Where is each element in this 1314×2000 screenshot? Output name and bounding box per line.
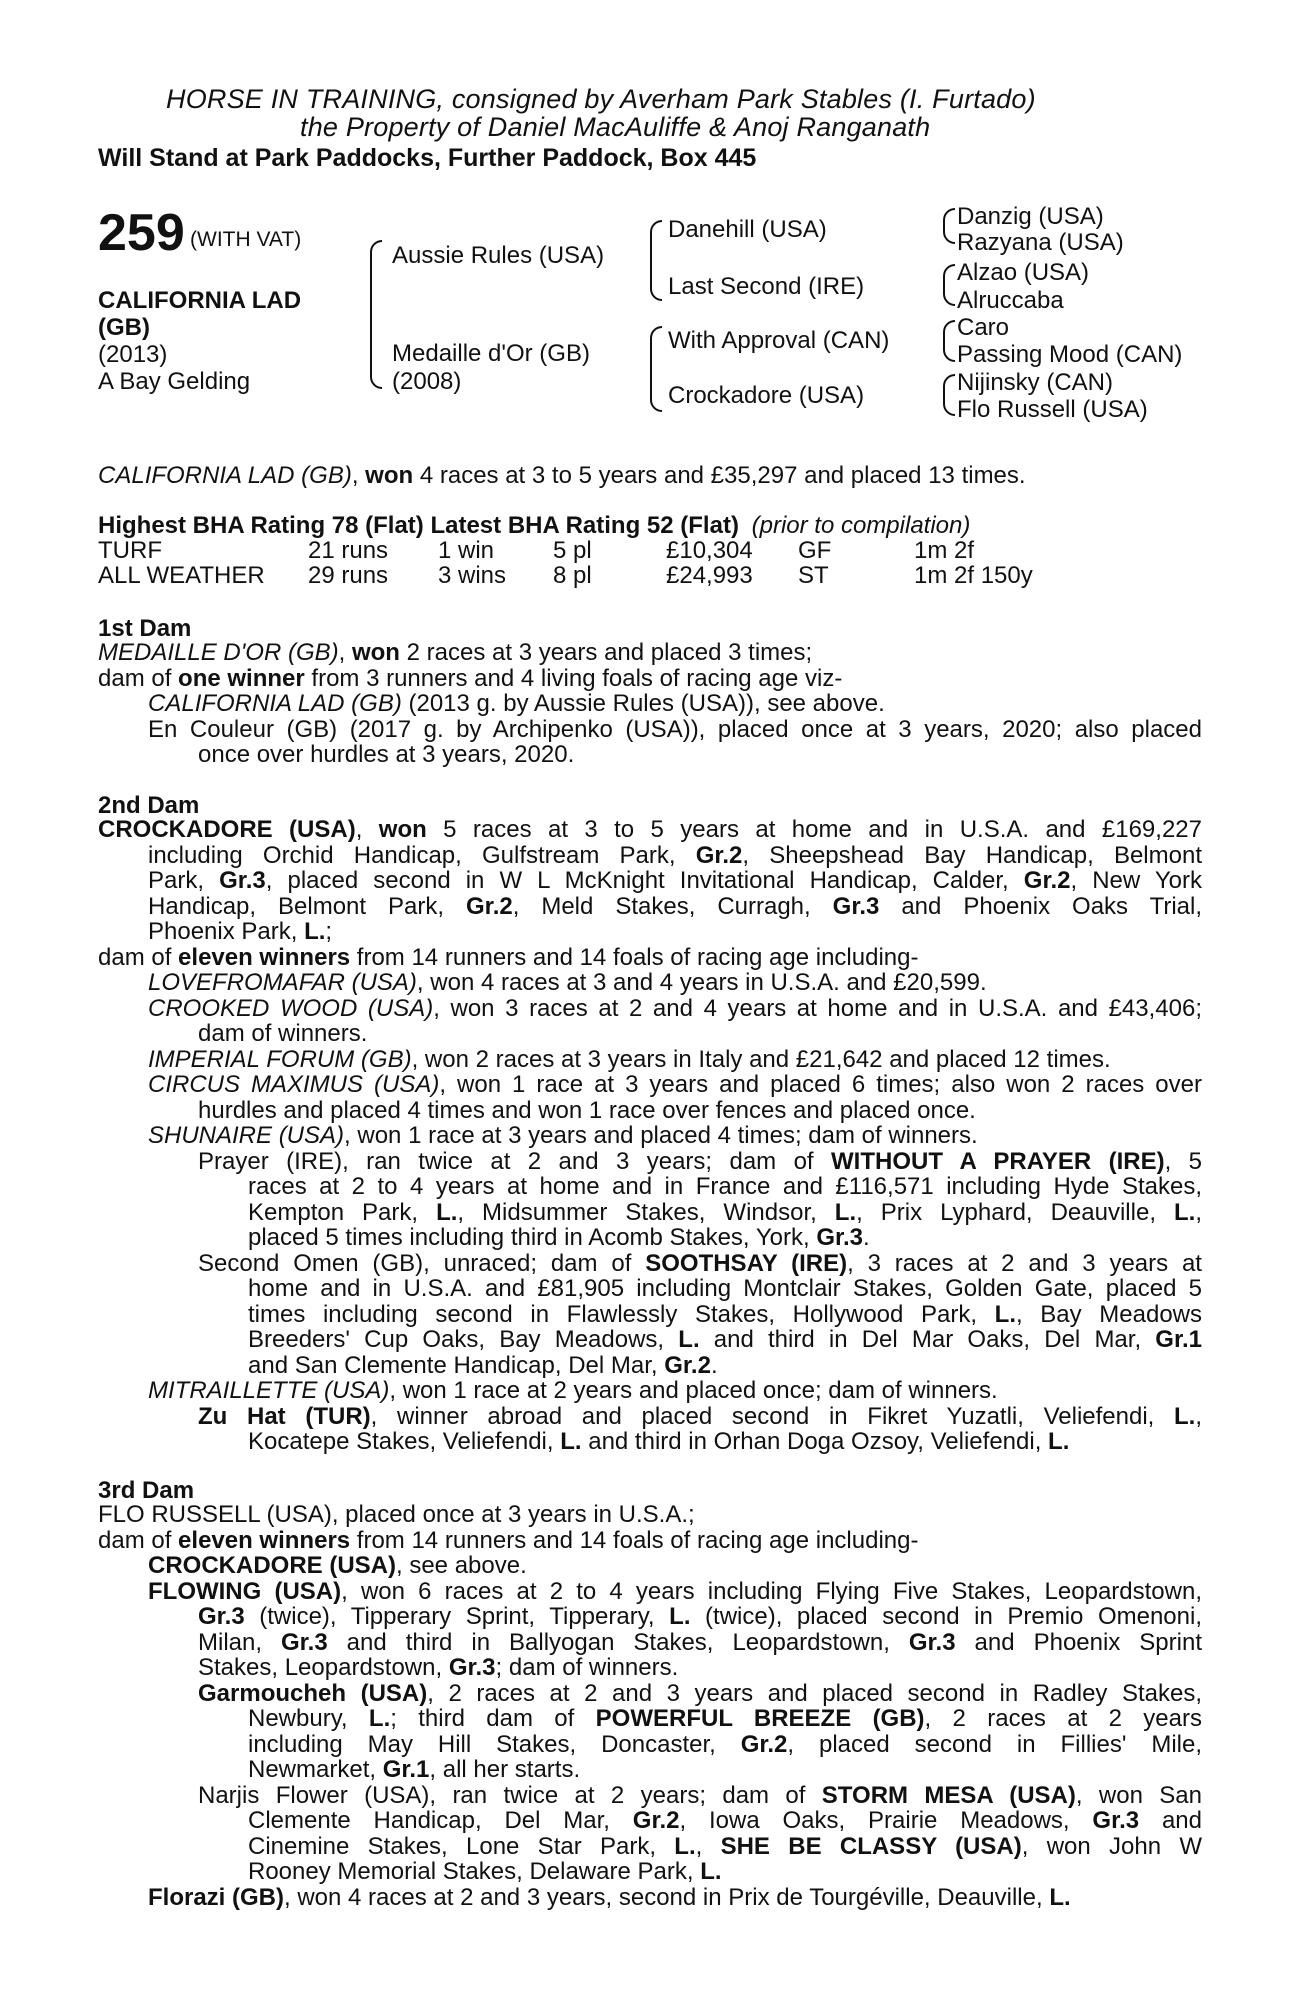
text-line: placed 5 times including third in Acomb Stakes, York, Gr.3. [248, 1224, 870, 1251]
text-line: dam of eleven winners from 14 runners and 14 foals of racing age including- [98, 1526, 919, 1554]
pedigree-g4: Alruccaba [957, 287, 1064, 314]
lot-number: 259 [98, 204, 185, 262]
text-line: Garmoucheh (USA), 2 races at 2 and 3 years and placed second in Radley Stakes, [198, 1679, 1202, 1707]
summary-won: won [365, 462, 414, 489]
text-line: including May Hill Stakes, Doncaster, Gr.2, placed second in Fillies' Mile, [248, 1730, 1202, 1758]
distance: 1m 2f [914, 537, 975, 564]
g-bracket-3 [943, 320, 955, 362]
g-bracket-1 [943, 208, 955, 244]
sire-bracket [650, 220, 662, 301]
horse-year: (2013) [98, 341, 168, 368]
text-line: Kocatepe Stakes, Veliefendi, L. and third in Orhan Doga Ozsoy, Veliefendi, L. [248, 1428, 1070, 1455]
header-consignor: HORSE IN TRAINING, consigned by Averham Park Stables (I. Furtado) [166, 84, 1036, 114]
text-line: En Couleur (GB) (2017 g. by Archipenko (USA)), placed once at 3 years, 2020; also placed [148, 715, 1202, 743]
first-dam-text [98, 640, 1202, 768]
text-line: Gr.3 (twice), Tipperary Sprint, Tipperary, L. (twice), placed second in Premio Omenoni, [198, 1603, 1203, 1630]
text-line: CROCKADORE (USA), won 5 races at 3 to 5 years at home and in U.S.A. and £169,227 [98, 816, 1202, 843]
placed: 5 pl [553, 537, 592, 564]
text-line: times including second in Flawlessly Stakes, Hollywood Park, L., Bay Meadows [248, 1300, 1203, 1328]
text-line: CROOKED WOOD (USA), won 3 races at 2 and 4 years at home and in U.S.A. and £43,406; [148, 994, 1203, 1022]
text-line: CROCKADORE (USA), see above. [148, 1552, 527, 1579]
ratings-row-all-weather [98, 562, 1098, 588]
header-owners: the Property of Daniel MacAuliffe & Anoj Ranganath [300, 112, 931, 142]
text-line: hurdles and placed 4 times and won 1 race over fences and placed once. [198, 1096, 976, 1124]
going: GF [798, 537, 832, 564]
text-line: dam of eleven winners from 14 runners and 14 foals of racing age including- [98, 943, 919, 971]
ratings-headline: Highest BHA Rating 78 (Flat) Latest BHA Rating 52 (Flat) [98, 512, 739, 539]
text-line: Newmarket, Gr.1, all her starts. [248, 1756, 581, 1783]
pedigree-dam-sire: With Approval (CAN) [668, 327, 890, 354]
text-line: Breeders' Cup Oaks, Bay Meadows, L. and third in Del Mar Oaks, Del Mar, Gr.1 [248, 1326, 1202, 1353]
prize: £24,993 [666, 562, 753, 589]
text-line: SHUNAIRE (USA), won 1 race at 3 years and placed 4 times; dam of winners. [148, 1122, 978, 1149]
text-line: Florazi (GB), won 4 races at 2 and 3 years, second in Prix de Tourgéville, Deauville, L. [148, 1883, 1071, 1911]
text-line: Stakes, Leopardstown, Gr.3; dam of winners. [198, 1654, 679, 1681]
text-line: races at 2 to 4 years at home and in France and £116,571 including Hyde Stakes, [248, 1173, 1202, 1200]
horse-name: CALIFORNIA LAD [98, 287, 302, 314]
text-line: Phoenix Park, L.; [148, 918, 333, 945]
pedigree-g2: Razyana (USA) [957, 229, 1124, 256]
text-line: CIRCUS MAXIMUS (USA), won 1 race at 3 years and placed 6 times; also won 2 races over [148, 1071, 1202, 1098]
prize: £10,304 [666, 537, 753, 564]
text-line: MEDAILLE D'OR (GB), won 2 races at 3 years and placed 3 times; [98, 639, 813, 666]
pedigree-g3: Alzao (USA) [957, 259, 1090, 286]
g-bracket-4 [943, 374, 955, 416]
summary-horse-name: CALIFORNIA LAD (GB) [98, 462, 352, 489]
ratings-heading [98, 512, 970, 540]
text-line: FLO RUSSELL (USA), placed once at 3 years in U.S.A.; [98, 1501, 695, 1528]
text-line: Prayer (IRE), ran twice at 2 and 3 years; dam of WITHOUT A PRAYER (IRE), 5 [198, 1147, 1203, 1175]
text-line: FLOWING (USA), won 6 races at 2 to 4 years including Flying Five Stakes, Leopardstown, [148, 1577, 1202, 1605]
text-line: Kempton Park, L., Midsummer Stakes, Windsor, L., Prix Lyphard, Deauville, L., [248, 1198, 1202, 1226]
text-line: and San Clemente Handicap, Del Mar, Gr.2. [248, 1351, 718, 1379]
pedigree-g7: Nijinsky (CAN) [957, 369, 1113, 396]
pedigree-g6: Passing Mood (CAN) [957, 341, 1183, 368]
text-line: once over hurdles at 3 years, 2020. [198, 741, 575, 768]
pedigree-g8: Flo Russell (USA) [957, 396, 1148, 423]
second-dam-text [98, 817, 1202, 1455]
second-dam-heading: 2nd Dam [98, 792, 200, 819]
text-line: dam of winners. [198, 1020, 368, 1047]
text-line: Narjis Flower (USA), ran twice at 2 years; dam of STORM MESA (USA), won San [198, 1781, 1203, 1809]
text-line: home and in U.S.A. and £81,905 including Montclair Stakes, Golden Gate, placed 5 [248, 1275, 1202, 1302]
race-summary: CALIFORNIA LAD (GB), won 4 races at 3 to 5 years and £35,297 and placed 13 times. [98, 462, 1026, 489]
text-line: Rooney Memorial Stakes, Delaware Park, L. [248, 1858, 722, 1885]
surface: TURF [98, 537, 162, 564]
text-line: LOVEFROMAFAR (USA), won 4 races at 3 and 4 years in U.S.A. and £20,599. [148, 969, 987, 996]
ratings-row-turf [98, 537, 1098, 563]
g-bracket-2 [943, 264, 955, 306]
first-dam-heading: 1st Dam [98, 615, 192, 642]
text-line: Zu Hat (TUR), winner abroad and placed second in Fikret Yuzatli, Veliefendi, L., [198, 1402, 1203, 1430]
placed: 8 pl [553, 562, 592, 589]
going: ST [798, 562, 829, 589]
runs: 21 runs [308, 537, 389, 564]
text-line: Park, Gr.3, placed second in W L McKnight Invitational Handicap, Calder, Gr.2, New York [148, 867, 1202, 894]
text-line: Milan, Gr.3 and third in Ballyogan Stakes, Leopardstown, Gr.3 and Phoenix Sprint [198, 1628, 1202, 1656]
text-line: Clemente Handicap, Del Mar, Gr.2, Iowa Oaks, Prairie Meadows, Gr.3 and [248, 1807, 1202, 1834]
text-line: IMPERIAL FORUM (GB), won 2 races at 3 years in Italy and £21,642 and placed 12 times. [148, 1045, 1111, 1073]
surface: ALL WEATHER [98, 562, 265, 589]
horse-description: A Bay Gelding [98, 368, 251, 395]
wins: 3 wins [438, 562, 507, 589]
pedigree-bracket [370, 240, 382, 389]
pedigree-g1: Danzig (USA) [957, 203, 1104, 230]
vat-note: (WITH VAT) [190, 228, 302, 251]
text-line: CALIFORNIA LAD (GB) (2013 g. by Aussie Rules (USA)), see above. [148, 690, 885, 717]
pedigree-sire: Aussie Rules (USA) [392, 242, 605, 269]
pedigree-sire-sire: Danehill (USA) [668, 216, 827, 243]
distance: 1m 2f 150y [914, 562, 1033, 589]
text-line: Cinemine Stakes, Lone Star Park, L., SHE BE CLASSY (USA), won John W [248, 1832, 1202, 1860]
third-dam-heading: 3rd Dam [98, 1477, 195, 1504]
horse-country: (GB) [98, 314, 150, 341]
pedigree-dam-year: (2008) [392, 368, 462, 395]
pedigree-dam: Medaille d'Or (GB) [392, 340, 590, 367]
third-dam-text [98, 1502, 1202, 1910]
pedigree-g5: Caro [957, 314, 1010, 341]
runs: 29 runs [308, 562, 389, 589]
text-line: including Orchid Handicap, Gulfstream Park, Gr.2, Sheepshead Bay Handicap, Belmont [148, 841, 1202, 869]
pedigree-sire-dam: Last Second (IRE) [668, 273, 865, 300]
summary-rest: 4 races at 3 to 5 years and £35,297 and placed 13 times. [413, 462, 1026, 489]
pedigree-dam-dam: Crockadore (USA) [668, 382, 865, 409]
text-line: Handicap, Belmont Park, Gr.2, Meld Stakes, Curragh, Gr.3 and Phoenix Oaks Trial, [148, 892, 1203, 920]
wins: 1 win [438, 537, 495, 564]
header-location: Will Stand at Park Paddocks, Further Paddock, Box 445 [98, 144, 757, 172]
text-line: MITRAILLETTE (USA), won 1 race at 2 years and placed once; dam of winners. [148, 1377, 998, 1404]
text-line: Second Omen (GB), unraced; dam of SOOTHSAY (IRE), 3 races at 2 and 3 years at [198, 1249, 1202, 1277]
text-line: dam of one winner from 3 runners and 4 living foals of racing age viz- [98, 664, 843, 692]
dam-bracket [650, 326, 662, 412]
ratings-note: (prior to compilation) [751, 512, 971, 539]
text-line: Newbury, L.; third dam of POWERFUL BREEZE (GB), 2 races at 2 years [248, 1705, 1202, 1732]
